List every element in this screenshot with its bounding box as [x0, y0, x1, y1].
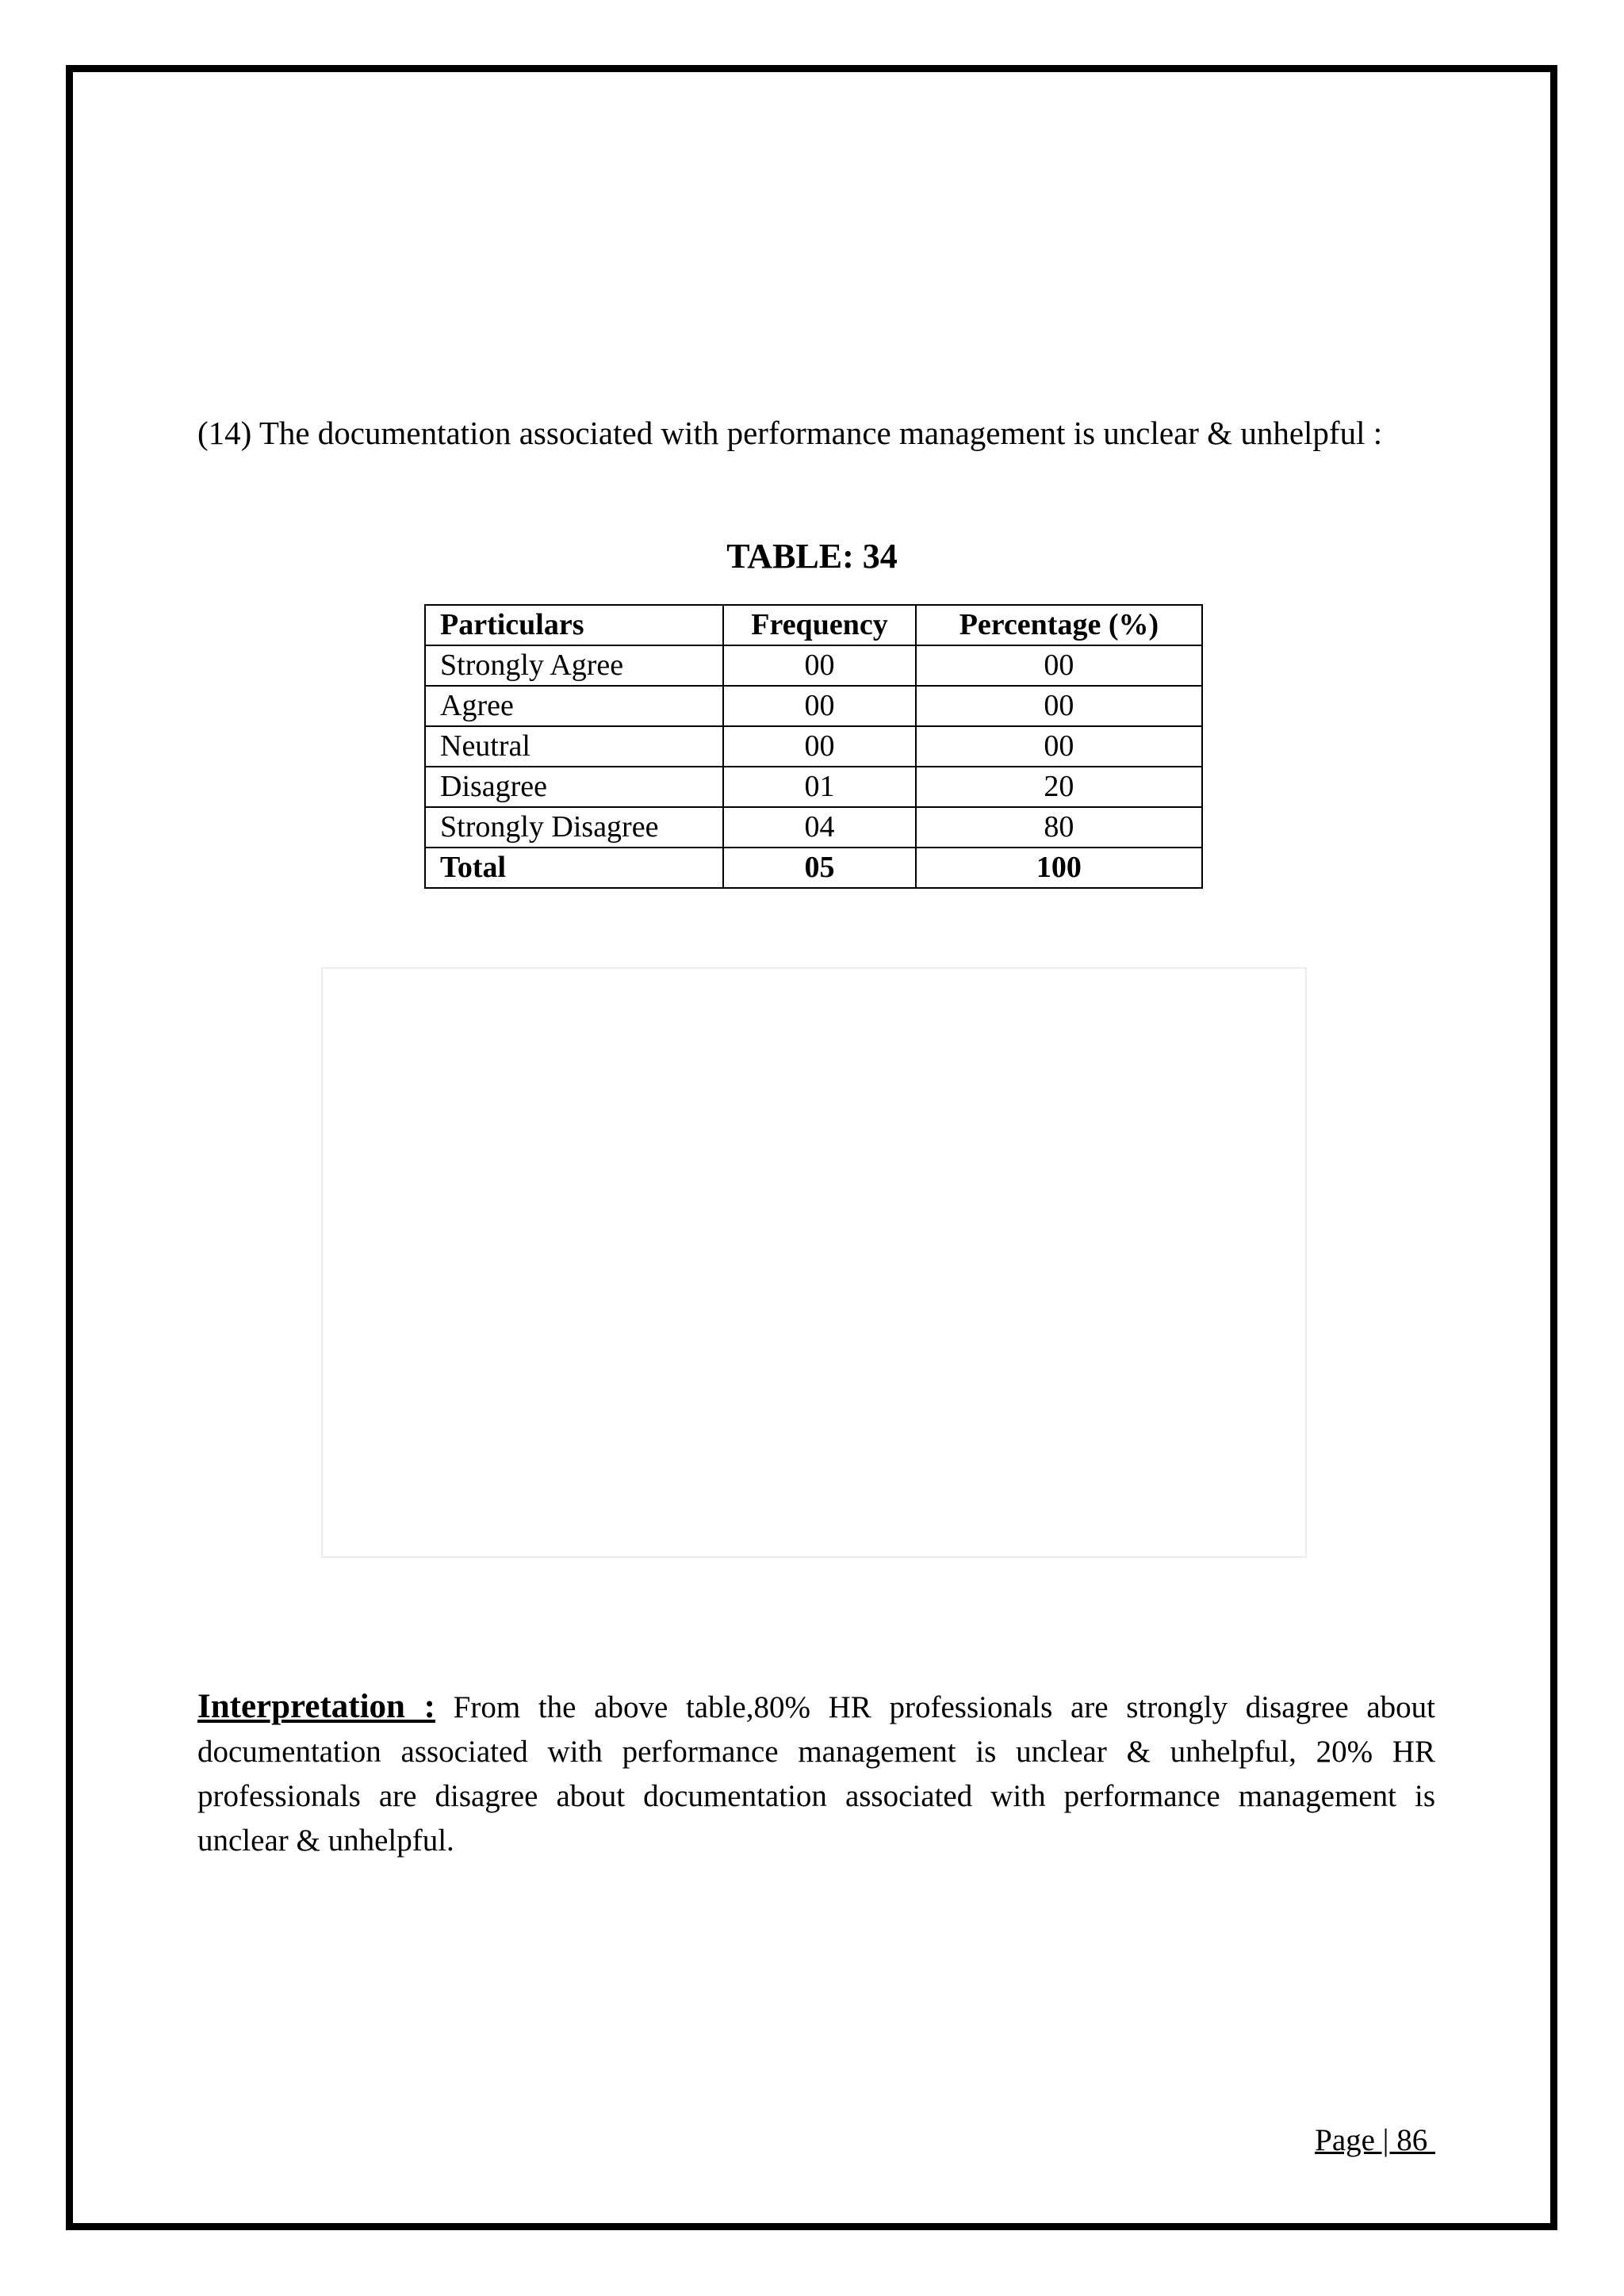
cell-percentage: 00	[916, 686, 1202, 726]
table-total-row	[425, 848, 1202, 888]
cell-particular: Agree	[425, 686, 723, 726]
table-row	[425, 686, 1202, 726]
cell-percentage: 00	[916, 726, 1202, 767]
total-frequency: 05	[723, 848, 916, 888]
cell-frequency: 00	[723, 726, 916, 767]
question-text: (14) The documentation associated with performance management is unclear & unhelpful :	[197, 415, 1383, 451]
table-header-row	[425, 605, 1202, 645]
cell-frequency: 00	[723, 645, 916, 686]
cell-percentage: 00	[916, 645, 1202, 686]
cell-particular: Disagree	[425, 767, 723, 807]
table-title: TABLE: 34	[726, 537, 898, 576]
cell-percentage: 80	[916, 807, 1202, 848]
table-row	[425, 645, 1202, 686]
header-percentage: Percentage (%)	[916, 605, 1202, 645]
cell-percentage: 20	[916, 767, 1202, 807]
table-row	[425, 807, 1202, 848]
page-number: Page | 86	[1315, 2123, 1435, 2157]
table-row	[425, 726, 1202, 767]
table-row	[425, 767, 1202, 807]
data-table	[424, 604, 1203, 889]
cell-frequency: 04	[723, 807, 916, 848]
total-label: Total	[425, 848, 723, 888]
cell-particular: Neutral	[425, 726, 723, 767]
header-particulars: Particulars	[425, 605, 723, 645]
cell-particular: Strongly Disagree	[425, 807, 723, 848]
total-percentage: 100	[916, 848, 1202, 888]
blank-chart-frame	[321, 967, 1307, 1558]
header-frequency: Frequency	[723, 605, 916, 645]
interpretation-paragraph	[197, 1685, 1435, 1863]
interpretation-label: Interpretation :	[197, 1688, 435, 1725]
cell-particular: Strongly Agree	[425, 645, 723, 686]
cell-frequency: 00	[723, 686, 916, 726]
interpretation-text: From the above table,80% HR professionals are strongly disagree about documentation associated with performance management is unclear & unhelpful, 20% HR professionals are disagree about documentation associated with performance management is unclear & unhelpful.	[197, 1690, 1436, 1858]
cell-frequency: 01	[723, 767, 916, 807]
